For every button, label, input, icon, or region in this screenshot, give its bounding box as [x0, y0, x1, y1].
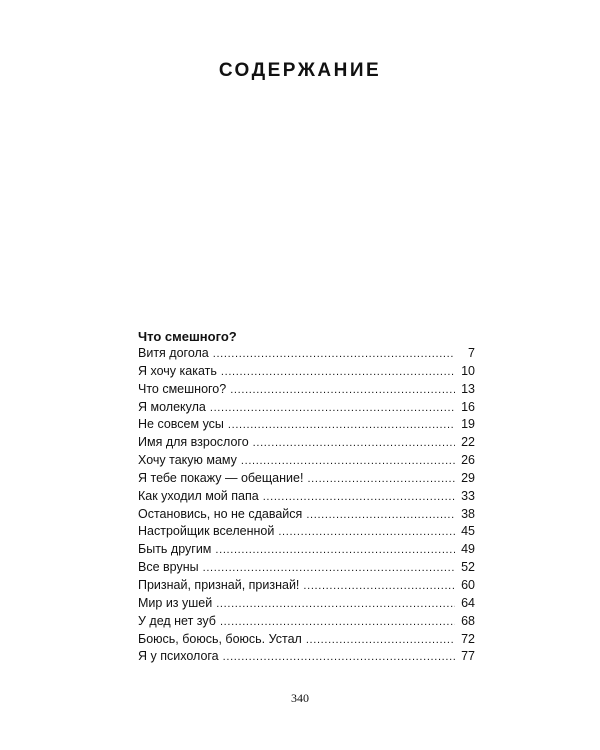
- toc-entry: [138, 363, 475, 381]
- toc-entry-title: Хочу такую маму: [138, 453, 237, 468]
- toc-entry-title: Как уходил мой папа: [138, 488, 259, 503]
- toc-entry-page: 26: [461, 453, 475, 468]
- toc-entry-title: Боюсь, боюсь, боюсь. Устал: [138, 631, 302, 646]
- toc-entry-title: Я молекула: [138, 399, 206, 414]
- toc-entry-title: Я хочу какать: [138, 363, 217, 378]
- toc-entry-page: 33: [461, 488, 475, 503]
- toc-list: [138, 345, 475, 666]
- toc-entry: [138, 452, 475, 470]
- toc-entry: [138, 631, 475, 649]
- toc-entry-page: 72: [461, 631, 475, 646]
- toc-entry-page: 10: [461, 363, 475, 378]
- dot-leader: [221, 364, 455, 381]
- toc-entry-page: 68: [461, 613, 475, 628]
- toc-entry-page: 16: [461, 399, 475, 414]
- toc-entry-title: Все вруны: [138, 560, 199, 575]
- toc-entry-page: 7: [468, 346, 475, 360]
- toc-entry-page: 60: [461, 577, 475, 592]
- dot-leader: [278, 524, 455, 541]
- toc-entry-title: Я у психолога: [138, 649, 219, 664]
- toc-entry-title: Витя догола: [138, 346, 209, 360]
- toc-entry: [138, 345, 475, 363]
- dot-leader: [228, 417, 455, 434]
- dot-leader: [223, 649, 455, 666]
- toc-entry: [138, 523, 475, 541]
- toc-entry-page: 52: [461, 560, 475, 575]
- dot-leader: [215, 542, 455, 559]
- toc-entry-page: 13: [461, 381, 475, 396]
- toc-entry-title: Остановись, но не сдавайся: [138, 506, 303, 521]
- toc-entry-title: Признай, признай, признай!: [138, 577, 300, 592]
- toc-entry: [138, 399, 475, 417]
- toc-entry: [138, 381, 475, 399]
- dot-leader: [303, 578, 455, 595]
- toc-entry: [138, 648, 475, 666]
- dot-leader: [230, 382, 455, 399]
- toc-entry: [138, 506, 475, 524]
- dot-leader: [306, 507, 455, 524]
- toc-entry: [138, 488, 475, 506]
- dot-leader: [253, 435, 455, 452]
- toc-entry-title: У дед нет зуб: [138, 613, 216, 628]
- toc-entry-page: 29: [461, 470, 475, 485]
- toc-entry-title: Имя для взрослого: [138, 435, 249, 450]
- section-heading: Что смешного?: [138, 329, 237, 344]
- dot-leader: [263, 489, 455, 506]
- page-number: 340: [291, 691, 309, 705]
- table-of-contents: [138, 328, 475, 666]
- dot-leader: [306, 632, 455, 649]
- toc-entry-page: 77: [461, 649, 475, 664]
- toc-entry: [138, 416, 475, 434]
- toc-entry-page: 45: [461, 524, 475, 539]
- toc-entry-page: 49: [461, 542, 475, 557]
- toc-entry-title: Что смешного?: [138, 381, 227, 396]
- dot-leader: [216, 596, 455, 613]
- toc-entry-page: 19: [461, 417, 475, 432]
- toc-entry-page: 38: [461, 506, 475, 521]
- toc-entry-page: 64: [461, 595, 475, 610]
- dot-leader: [203, 560, 455, 577]
- page-title: СОДЕРЖАНИЕ: [218, 60, 382, 81]
- toc-entry-title: Я тебе покажу — обещание!: [138, 470, 304, 485]
- dot-leader: [220, 614, 455, 631]
- dot-leader: [241, 453, 455, 470]
- toc-entry-title: Не совсем усы: [138, 417, 224, 432]
- toc-entry: [138, 541, 475, 559]
- dot-leader: [307, 471, 455, 488]
- toc-entry: [138, 559, 475, 577]
- toc-entry: [138, 613, 475, 631]
- toc-entry-title: Настройщик вселенной: [138, 524, 275, 539]
- toc-entry: [138, 577, 475, 595]
- toc-entry-title: Мир из ушей: [138, 595, 213, 610]
- dot-leader: [210, 400, 455, 417]
- toc-entry-page: 22: [461, 435, 475, 450]
- toc-entry: [138, 434, 475, 452]
- toc-entry: [138, 595, 475, 613]
- toc-entry: [138, 470, 475, 488]
- dot-leader: [213, 346, 455, 363]
- toc-entry-title: Быть другим: [138, 542, 212, 557]
